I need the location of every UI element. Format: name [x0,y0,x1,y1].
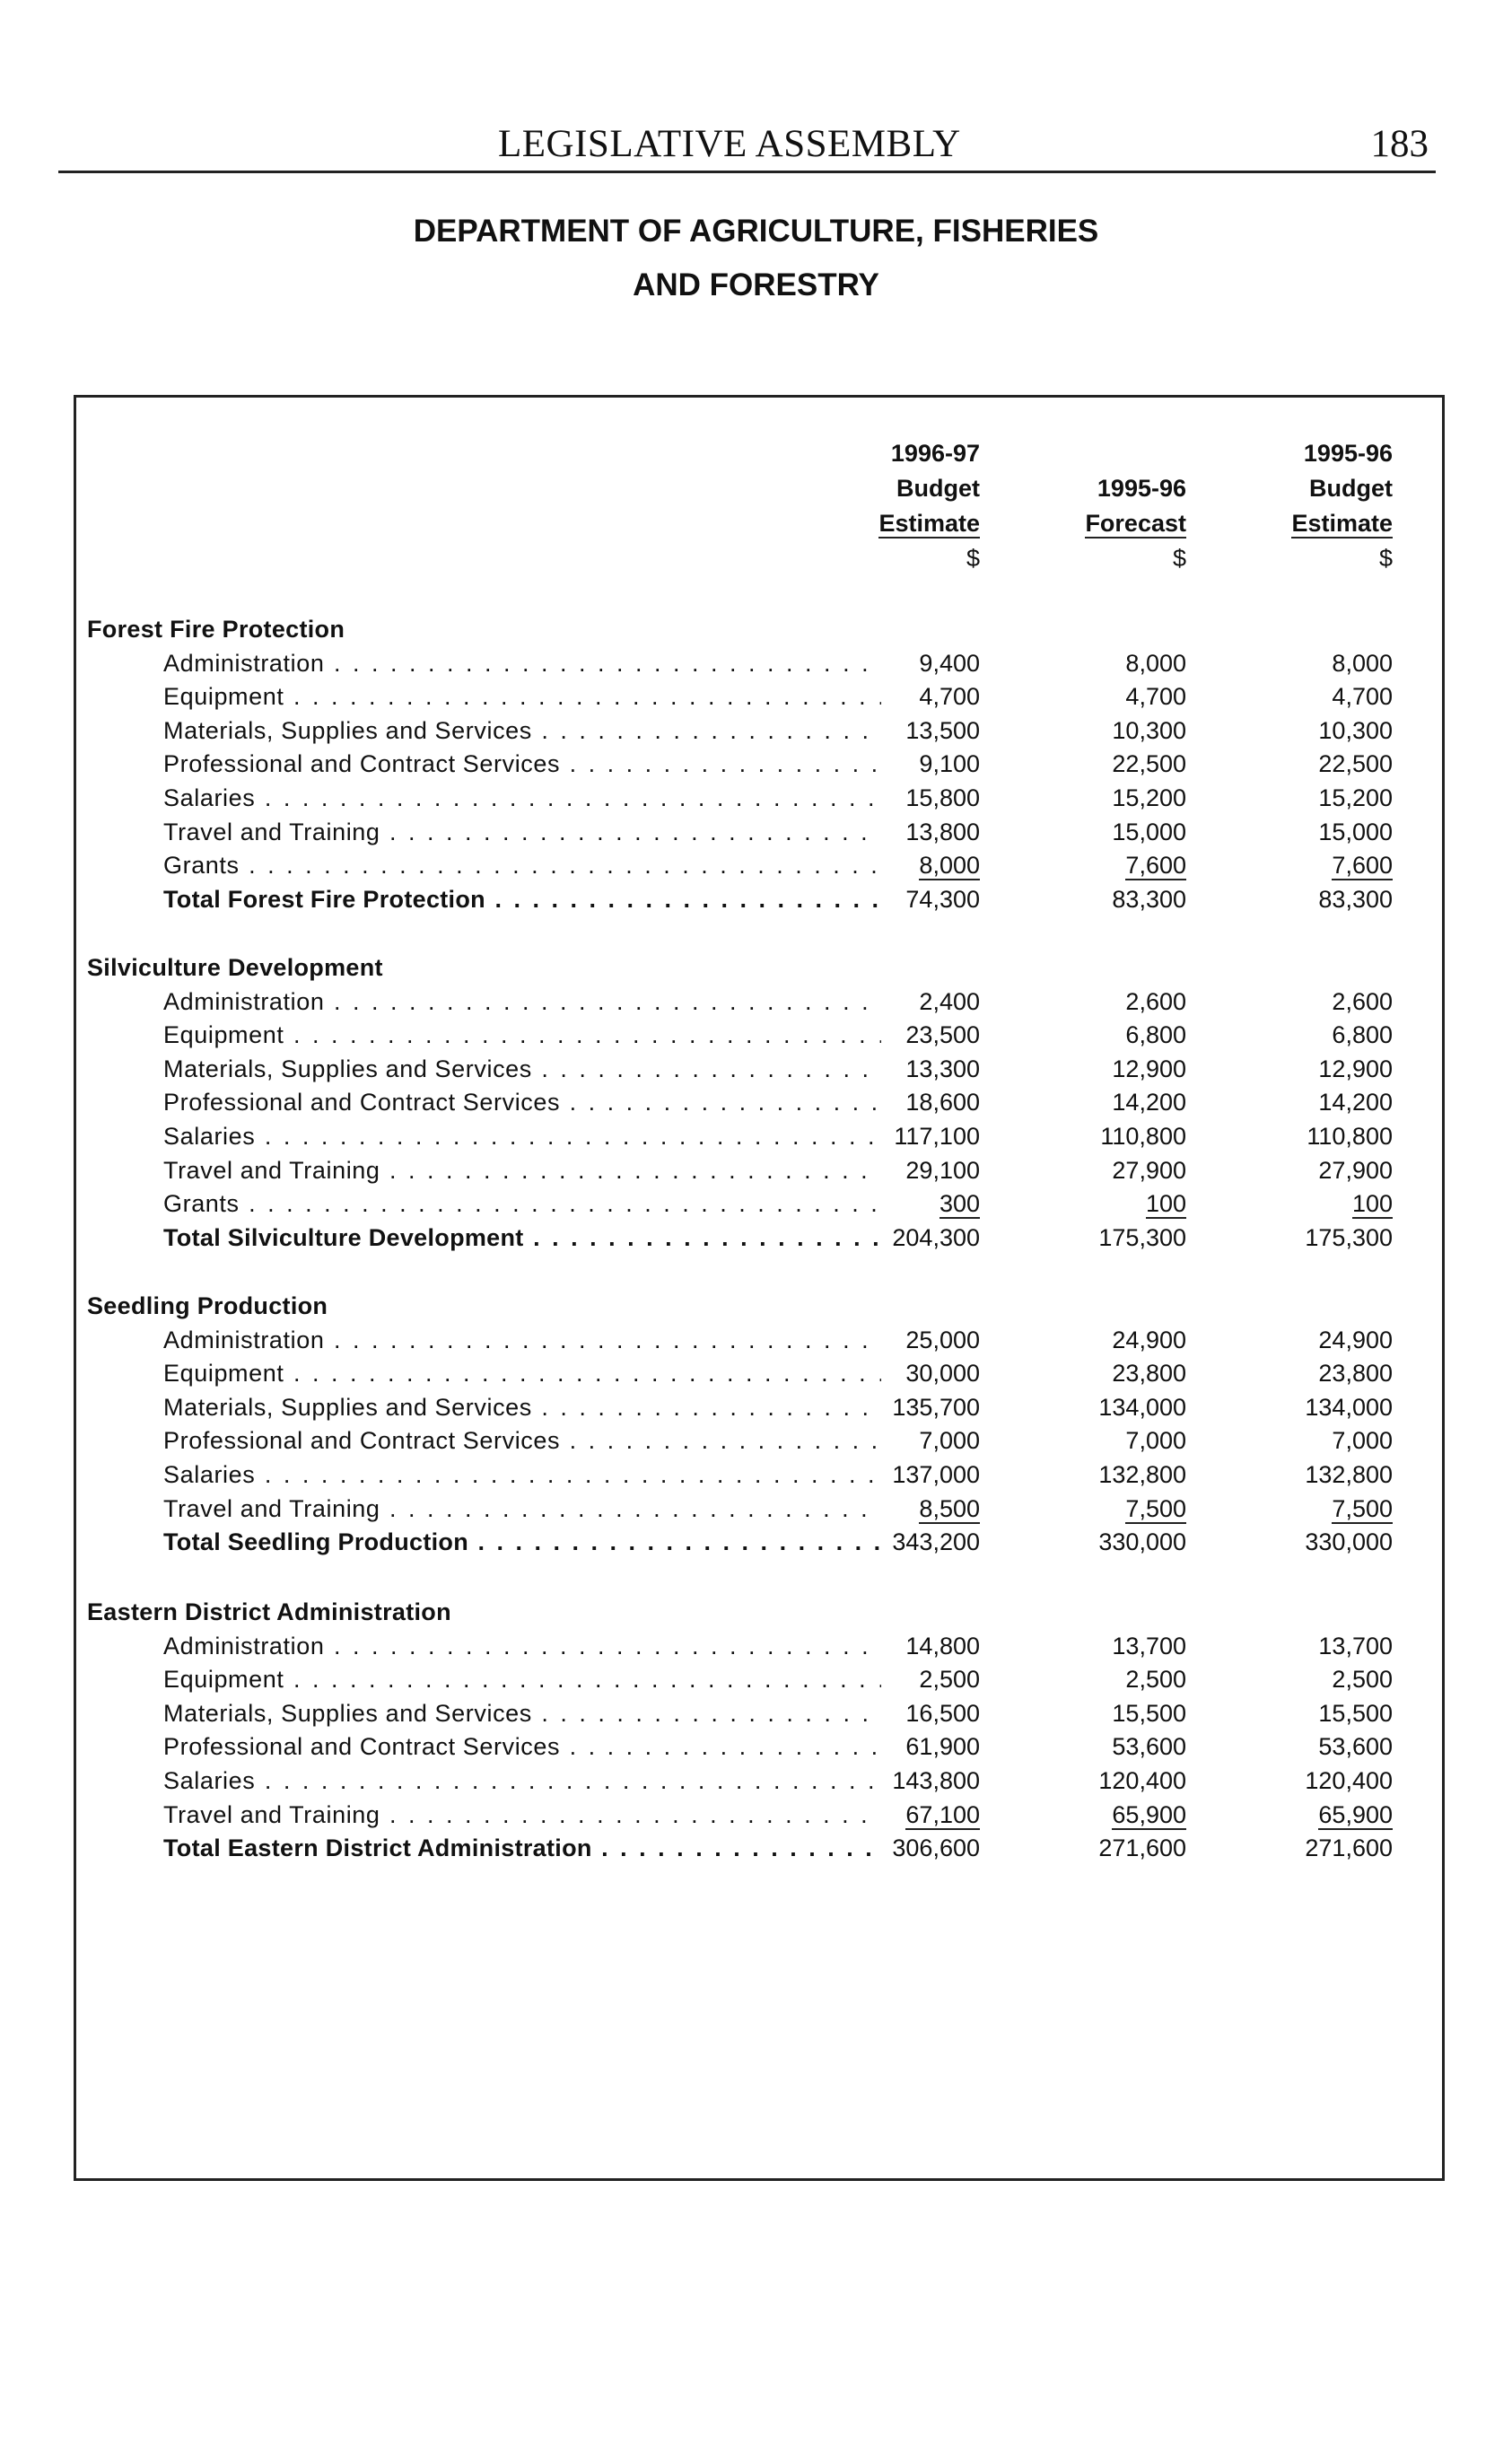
currency-symbol: $ [1378,545,1393,572]
row-label: Equipment . . . [163,1357,881,1391]
section-title: Eastern District Administration [87,1598,451,1625]
table-row [87,1391,1393,1425]
value-1995-96-budget: 13,700 [1318,1632,1393,1659]
total-1996-97-budget: 343,200 [892,1528,980,1556]
department-title-line-2: AND FORESTRY [633,267,879,302]
value-1995-96-budget: 2,600 [1332,987,1393,1015]
total-label: Total Eastern District Administration . . . [163,1832,881,1866]
row-label: Salaries . . . [163,1458,881,1493]
value-1996-97-budget: 137,000 [892,1460,980,1488]
value-1995-96-forecast: 110,800 [1100,1122,1186,1150]
value-1995-96-budget: 4,700 [1332,683,1393,711]
currency-symbol: $ [1172,545,1186,572]
value-1995-96-forecast: 65,900 [1112,1800,1186,1828]
value-1996-97-budget: 61,900 [905,1733,980,1761]
table-row [87,1120,1393,1154]
value-1995-96-budget: 14,200 [1318,1089,1393,1116]
total-1995-96-budget: 83,300 [1318,885,1393,913]
value-1996-97-budget: 2,500 [919,1666,980,1694]
value-1996-97-budget: 117,100 [894,1122,980,1150]
value-1995-96-forecast: 100 [1145,1190,1186,1218]
section-eastern-district-administration [87,1596,1393,1866]
table-row [87,714,1393,749]
value-1995-96-budget: 8,000 [1332,649,1393,677]
total-1995-96-forecast: 330,000 [1098,1528,1186,1556]
value-1996-97-budget: 25,000 [905,1326,980,1353]
row-label: Materials, Supplies and Services . . . [163,714,881,749]
row-label: Salaries . . . [163,1764,881,1799]
table-row [87,782,1393,816]
section-seedling-production [87,1290,1393,1560]
total-row [87,1526,1393,1560]
row-label: Travel and Training . . . [163,816,881,850]
value-1995-96-forecast: 7,000 [1125,1427,1186,1455]
table-row [87,1424,1393,1458]
total-row [87,1222,1393,1256]
value-1995-96-budget: 15,200 [1318,784,1393,811]
row-label: Salaries . . . [163,1120,881,1154]
row-label: Travel and Training . . . [163,1799,881,1833]
total-1995-96-budget: 330,000 [1305,1528,1393,1556]
column-header-line3: Estimate [1291,510,1393,537]
row-label: Equipment . . . [163,1663,881,1697]
total-row [87,883,1393,917]
table-row [87,1086,1393,1120]
row-label: Materials, Supplies and Services . . . [163,1391,881,1425]
value-1995-96-budget: 12,900 [1318,1055,1393,1082]
value-1996-97-budget: 16,500 [905,1699,980,1727]
total-row [87,1832,1393,1866]
row-label: Equipment . . . [163,680,881,714]
total-1995-96-forecast: 175,300 [1098,1223,1186,1251]
section-silviculture-development [87,951,1393,1255]
value-1995-96-budget: 100 [1351,1190,1393,1218]
column-header-line2: 1995-96 [1097,475,1186,502]
value-1996-97-budget: 8,000 [919,852,980,880]
value-1995-96-budget: 7,500 [1332,1494,1393,1522]
column-header-2 [1007,436,1186,576]
row-label: Grants . . . [163,849,881,883]
value-1996-97-budget: 67,100 [905,1800,980,1828]
value-1995-96-budget: 120,400 [1305,1766,1393,1794]
column-header-3 [1213,436,1393,576]
value-1995-96-budget: 7,600 [1332,852,1393,880]
value-1995-96-budget: 10,300 [1318,716,1393,744]
value-1995-96-budget: 27,900 [1318,1156,1393,1184]
table-row [87,1324,1393,1358]
value-1995-96-budget: 132,800 [1305,1460,1393,1488]
value-1996-97-budget: 18,600 [905,1089,980,1116]
value-1996-97-budget: 23,500 [905,1021,980,1049]
value-1995-96-forecast: 2,500 [1125,1666,1186,1694]
value-1996-97-budget: 135,700 [892,1393,980,1421]
total-1995-96-forecast: 271,600 [1098,1834,1186,1862]
row-label: Professional and Contract Services . . . [163,1086,881,1120]
row-label: Professional and Contract Services . . . [163,1424,881,1458]
value-1995-96-budget: 22,500 [1318,750,1393,778]
value-1996-97-budget: 13,300 [905,1055,980,1082]
value-1995-96-forecast: 12,900 [1112,1055,1186,1082]
value-1996-97-budget: 2,400 [919,987,980,1015]
total-1995-96-budget: 175,300 [1305,1223,1393,1251]
row-label: Salaries . . . [163,782,881,816]
value-1995-96-budget: 134,000 [1305,1393,1393,1421]
value-1995-96-budget: 110,800 [1307,1122,1393,1150]
row-label: Administration . . . [163,985,881,1020]
value-1995-96-forecast: 22,500 [1112,750,1186,778]
table-row [87,748,1393,782]
section-title: Forest Fire Protection [87,616,345,643]
row-label: Equipment . . . [163,1019,881,1053]
table-row [87,1019,1393,1053]
value-1995-96-budget: 15,000 [1318,818,1393,845]
value-1995-96-forecast: 134,000 [1098,1393,1186,1421]
value-1996-97-budget: 7,000 [919,1427,980,1455]
table-row [87,1630,1393,1664]
value-1995-96-forecast: 2,600 [1125,987,1186,1015]
value-1995-96-forecast: 53,600 [1112,1733,1186,1761]
value-1995-96-forecast: 7,600 [1125,852,1186,880]
value-1996-97-budget: 300 [939,1190,980,1218]
table-row [87,1154,1393,1188]
table-row [87,1663,1393,1697]
total-1996-97-budget: 204,300 [892,1223,980,1251]
value-1995-96-forecast: 120,400 [1098,1766,1186,1794]
value-1995-96-forecast: 24,900 [1112,1326,1186,1353]
value-1996-97-budget: 13,500 [905,716,980,744]
row-label: Grants . . . [163,1187,881,1222]
value-1995-96-forecast: 132,800 [1098,1460,1186,1488]
value-1996-97-budget: 143,800 [892,1766,980,1794]
column-header-line2: Budget [1309,475,1393,502]
value-1995-96-budget: 6,800 [1332,1021,1393,1049]
row-label: Professional and Contract Services . . . [163,1730,881,1764]
total-1995-96-budget: 271,600 [1305,1834,1393,1862]
column-header-line1: 1996-97 [890,440,980,467]
value-1996-97-budget: 4,700 [919,683,980,711]
table-row [87,1764,1393,1799]
total-1996-97-budget: 306,600 [892,1834,980,1862]
value-1996-97-budget: 15,800 [905,784,980,811]
value-1996-97-budget: 13,800 [905,818,980,845]
column-header-line1: 1995-96 [1303,440,1393,467]
value-1996-97-budget: 9,400 [919,649,980,677]
page-header-title: LEGISLATIVE ASSEMBLY [498,123,961,165]
value-1995-96-budget: 23,800 [1318,1360,1393,1388]
value-1995-96-forecast: 15,200 [1112,784,1186,811]
value-1995-96-budget: 53,600 [1318,1733,1393,1761]
value-1995-96-forecast: 6,800 [1125,1021,1186,1049]
table-row [87,816,1393,850]
table-row [87,1053,1393,1087]
value-1995-96-forecast: 13,700 [1112,1632,1186,1659]
total-label: Total Forest Fire Protection . . . [163,883,881,917]
value-1995-96-forecast: 8,000 [1125,649,1186,677]
column-header-line3: Forecast [1085,510,1186,537]
table-row [87,1458,1393,1493]
table-row [87,849,1393,883]
value-1995-96-forecast: 27,900 [1112,1156,1186,1184]
total-label: Total Seedling Production . . . [163,1526,881,1560]
table-row [87,1730,1393,1764]
total-label: Total Silviculture Development . . . [163,1222,881,1256]
value-1996-97-budget: 9,100 [919,750,980,778]
total-1996-97-budget: 74,300 [905,885,980,913]
value-1995-96-forecast: 15,000 [1112,818,1186,845]
value-1996-97-budget: 29,100 [905,1156,980,1184]
value-1995-96-forecast: 14,200 [1112,1089,1186,1116]
value-1995-96-forecast: 4,700 [1125,683,1186,711]
table-row [87,1493,1393,1527]
column-header-line1 [1007,436,1186,471]
currency-symbol: $ [966,545,980,572]
section-title: Seedling Production [87,1292,328,1319]
value-1995-96-budget: 24,900 [1318,1326,1393,1353]
row-label: Travel and Training . . . [163,1154,881,1188]
table-row [87,680,1393,714]
table-row [87,1187,1393,1222]
row-label: Administration . . . [163,1324,881,1358]
row-label: Materials, Supplies and Services . . . [163,1697,881,1731]
value-1995-96-budget: 15,500 [1318,1699,1393,1727]
table-row [87,985,1393,1020]
value-1995-96-budget: 65,900 [1318,1800,1393,1828]
value-1995-96-forecast: 23,800 [1112,1360,1186,1388]
page-number: 183 [1370,123,1429,165]
value-1995-96-forecast: 7,500 [1125,1494,1186,1522]
table-row [87,1799,1393,1833]
page-header [58,117,1436,173]
value-1995-96-budget: 7,000 [1332,1427,1393,1455]
value-1995-96-budget: 2,500 [1332,1666,1393,1694]
section-title: Silviculture Development [87,954,383,981]
value-1996-97-budget: 30,000 [905,1360,980,1388]
value-1995-96-forecast: 15,500 [1112,1699,1186,1727]
column-header-1 [800,436,980,576]
table-row [87,647,1393,681]
row-label: Materials, Supplies and Services . . . [163,1053,881,1087]
column-header-line3: Estimate [878,510,980,537]
value-1996-97-budget: 14,800 [905,1632,980,1659]
row-label: Travel and Training . . . [163,1493,881,1527]
table-row [87,1357,1393,1391]
department-title-line-1: DEPARTMENT OF AGRICULTURE, FISHERIES [413,214,1099,249]
value-1995-96-forecast: 10,300 [1112,716,1186,744]
row-label: Administration . . . [163,647,881,681]
section-forest-fire-protection [87,613,1393,916]
row-label: Administration . . . [163,1630,881,1664]
column-header-line2: Budget [896,475,980,502]
total-1995-96-forecast: 83,300 [1112,885,1186,913]
table-row [87,1697,1393,1731]
row-label: Professional and Contract Services . . . [163,748,881,782]
value-1996-97-budget: 8,500 [919,1494,980,1522]
